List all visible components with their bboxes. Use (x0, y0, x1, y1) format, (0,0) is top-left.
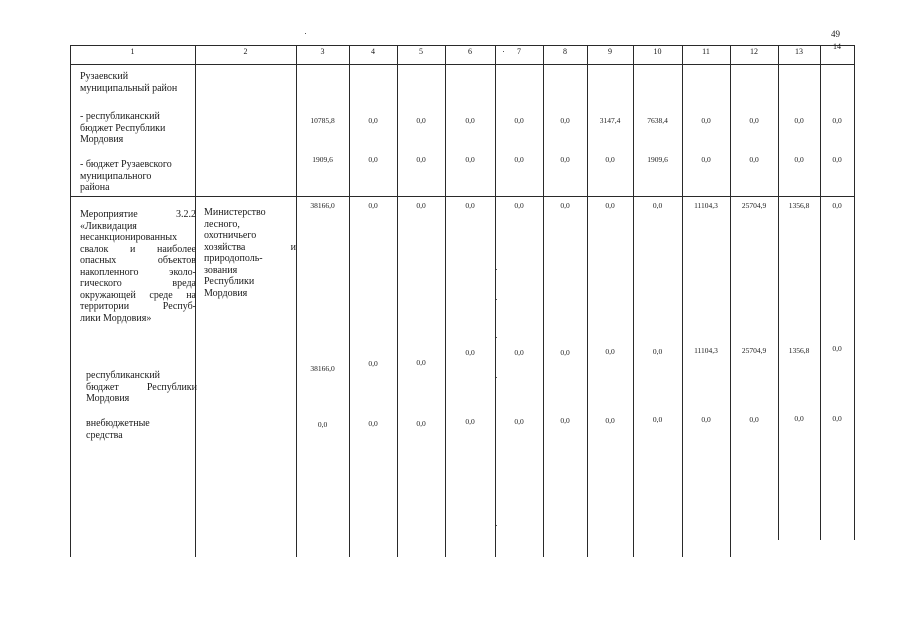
value-cell: 0,0 (832, 116, 842, 125)
value-cell: 1356,8 (788, 346, 810, 355)
total-value-cell: 1356,8 (788, 201, 810, 210)
total-value-cell: 0,0 (652, 201, 663, 210)
value-cell: 0,0 (701, 116, 711, 125)
value-cell: 0,0 (416, 419, 426, 428)
total-value-cell: 0,0 (368, 201, 378, 210)
measure-description: Мероприятие 3.2.2 «Ликвидация несанкционированных свалок и наиболее опасных объектов накопленного эколо- гического вреда окружающей среде на территории Респуб- лики Мордовия» (80, 209, 196, 324)
value-cell: 0,0 (514, 348, 524, 357)
column-header-11: 11 (702, 47, 710, 56)
value-cell: 0,0 (701, 415, 711, 424)
column-header-5: 5 (419, 47, 423, 56)
value-cell: 0,0 (416, 116, 426, 125)
column-header-12: 12 (750, 47, 758, 56)
total-value-cell: 0,0 (416, 201, 426, 210)
value-cell: 0,0 (605, 347, 615, 356)
value-cell: 1909,6 (312, 155, 333, 164)
value-cell: 0,0 (368, 116, 378, 125)
total-value-cell: 0,0 (560, 201, 570, 210)
scan-mark (496, 337, 497, 338)
value-cell: 11104,3 (694, 346, 718, 355)
scan-mark (503, 51, 504, 52)
column-header-2: 2 (243, 47, 248, 56)
value-cell: 0,0 (749, 415, 759, 424)
value-cell: 0,0 (465, 155, 475, 164)
value-cell: 0,0 (832, 344, 842, 353)
scan-mark (305, 33, 306, 34)
value-cell: 0,0 (605, 416, 615, 425)
value-cell: 0,0 (794, 414, 804, 423)
section1-row2-label: - бюджет Рузаевского муниципального района (80, 159, 172, 193)
scan-mark (496, 299, 497, 300)
value-cell: 25704,9 (741, 346, 767, 355)
total-value-cell: 25704,9 (741, 201, 767, 210)
value-cell: 10785,8 (310, 116, 335, 125)
value-cell: 0,0 (832, 155, 842, 164)
value-cell: 0,0 (560, 116, 570, 125)
column-border-15 (854, 45, 855, 540)
value-cell: 0,0 (416, 358, 426, 367)
value-cell: 0,0 (652, 415, 663, 424)
value-cell: 38166,0 (310, 364, 335, 373)
value-cell: 0,0 (560, 348, 570, 357)
value-cell: 0,0 (465, 116, 475, 125)
scan-mark (496, 269, 497, 270)
value-cell: 1909,6 (647, 155, 668, 164)
total-value-cell: 0,0 (465, 201, 475, 210)
value-cell: 0,0 (701, 155, 711, 164)
value-cell: 0,0 (832, 414, 842, 423)
column-header-9: 9 (608, 47, 612, 56)
column-header-6: 6 (468, 47, 472, 56)
value-cell: 0,0 (514, 155, 524, 164)
value-cell: 0,0 (560, 155, 570, 164)
value-cell: 0,0 (368, 155, 378, 164)
section2-row1-label: республиканский бюджет Республики Мордовия (86, 370, 197, 404)
value-cell: 0,0 (465, 417, 475, 426)
column-header-10: 10 (653, 47, 662, 56)
total-value-cell: 0,0 (605, 201, 615, 210)
section2-row2-label: внебюджетные средства (86, 418, 150, 441)
value-cell: 0,0 (514, 116, 524, 125)
executor-name: Министерство лесного, охотничьего хозяйства и природополь- зования Республики Мордовия (204, 207, 296, 299)
column-header-8: 8 (563, 47, 567, 56)
total-value-cell: 11104,3 (694, 201, 718, 210)
section1-row1-label: - республиканский бюджет Республики Мордовия (80, 111, 166, 145)
value-cell: 0,0 (794, 116, 804, 125)
section1-title: Рузаевский муниципальный район (80, 71, 178, 94)
scan-mark (496, 525, 497, 526)
value-cell: 0,0 (514, 417, 524, 426)
value-cell: 0,0 (749, 116, 759, 125)
column-border-1 (70, 45, 71, 557)
column-header-4: 4 (371, 47, 375, 56)
value-cell: 0,0 (368, 419, 378, 428)
header-bottom-border (70, 64, 854, 65)
total-value-cell: 38166,0 (310, 201, 335, 210)
value-cell: 0,0 (416, 155, 426, 164)
value-cell: 0,0 (560, 416, 570, 425)
total-value-cell: 0,0 (514, 201, 524, 210)
value-cell: 0,0 (794, 155, 804, 164)
scan-mark (496, 377, 497, 378)
column-header-14: 14 (833, 42, 841, 51)
column-header-3: 3 (320, 47, 325, 56)
value-cell: 3147,4 (599, 116, 621, 125)
column-header-7: 7 (517, 47, 521, 56)
page-number: 49 (831, 29, 840, 39)
value-cell: 0,0 (749, 155, 759, 164)
table-top-border (70, 45, 854, 46)
value-cell: 0,0 (368, 359, 378, 368)
section-divider (70, 196, 854, 197)
value-cell: 0,0 (465, 348, 475, 357)
value-cell: 7638,4 (647, 116, 668, 125)
value-cell: 0,0 (605, 155, 615, 164)
column-header-13: 13 (795, 47, 803, 56)
value-cell: 0,0 (652, 347, 663, 356)
total-value-cell: 0,0 (832, 201, 842, 210)
column-header-1: 1 (130, 47, 135, 56)
value-cell: 0,0 (317, 420, 328, 429)
